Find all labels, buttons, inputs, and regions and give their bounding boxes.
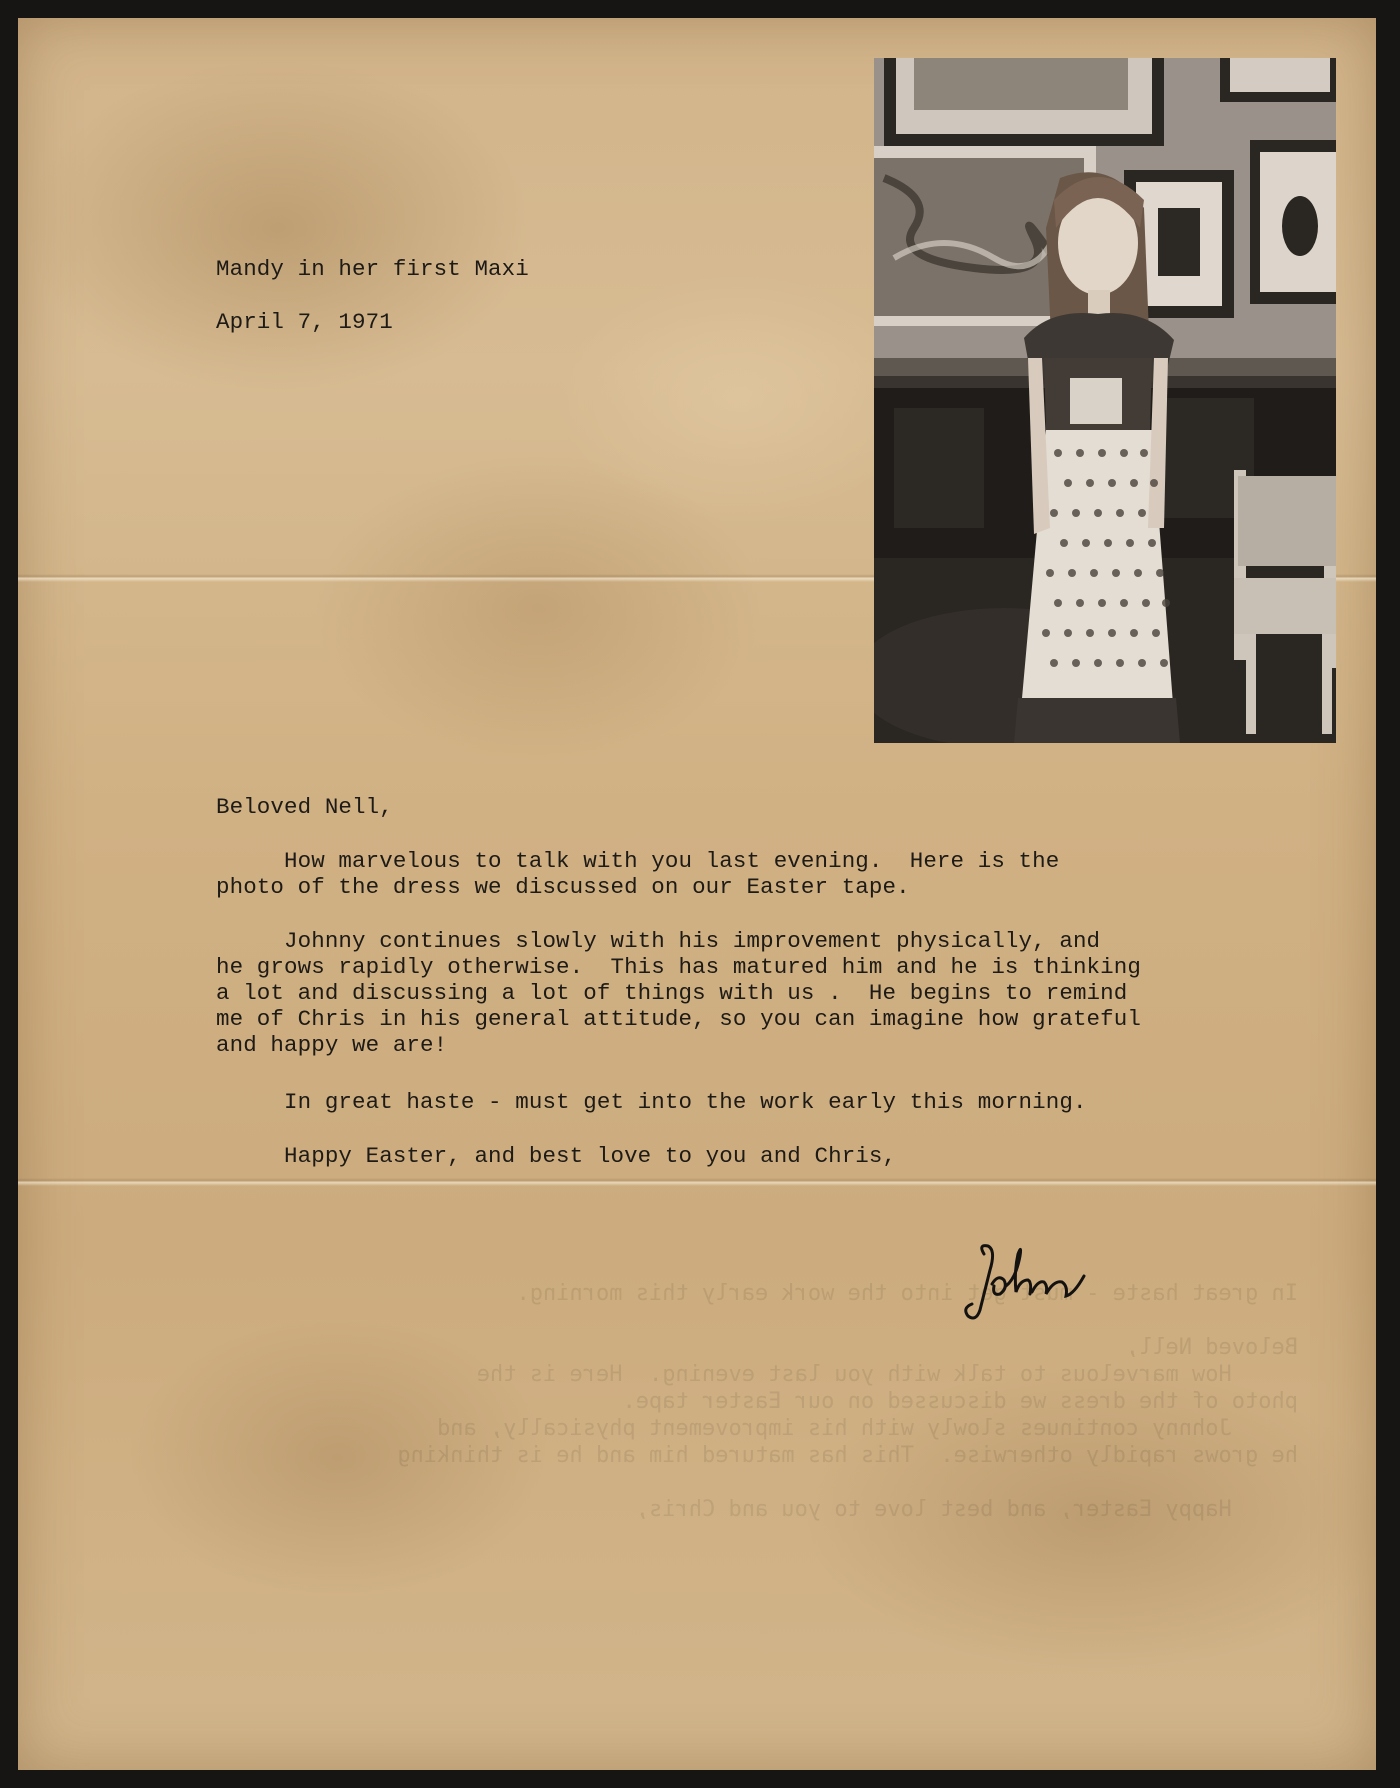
letter-page — [18, 18, 1376, 1770]
paragraph-2-line-5: and happy we are! — [216, 1032, 448, 1058]
salutation: Beloved Nell, — [216, 794, 393, 820]
signature-image — [958, 1236, 1108, 1326]
paragraph-2-line-4: me of Chris in his general attitude, so you can imagine how grateful — [216, 1006, 1141, 1032]
photo-caption-date: April 7, 1971 — [216, 309, 393, 335]
signature-john — [958, 1236, 1108, 1326]
show-through-text: In great haste - must get into the work early this morning. Beloved Nell, How marvelous to talk with you last evening. Here is the photo of the dress we discussed on our Easter tape. Johnny continues slowly with his improvement physically, and he grows rapidly otherwise. This has matured him and he is thinking Happy Easter, and best love to you and Chris, — [397, 1281, 1298, 1522]
photograph-image — [874, 58, 1336, 743]
paragraph-2-line-1: Johnny continues slowly with his improvement physically, and — [216, 928, 1101, 954]
closing-line: Happy Easter, and best love to you and Chris, — [216, 1143, 897, 1169]
photo-caption-title: Mandy in her first Maxi — [216, 256, 529, 282]
paragraph-1-line-1: How marvelous to talk with you last evening. Here is the — [216, 848, 1060, 874]
paragraph-2-line-2: he grows rapidly otherwise. This has matured him and he is thinking — [216, 954, 1141, 980]
paragraph-2-line-3: a lot and discussing a lot of things with us . He begins to remind — [216, 980, 1128, 1006]
photo-girl-in-maxi-dress — [874, 58, 1336, 743]
paragraph-3: In great haste - must get into the work early this morning. — [216, 1089, 1087, 1115]
fold-crease-lower — [18, 1178, 1376, 1186]
paragraph-1-line-2: photo of the dress we discussed on our Easter tape. — [216, 874, 910, 900]
